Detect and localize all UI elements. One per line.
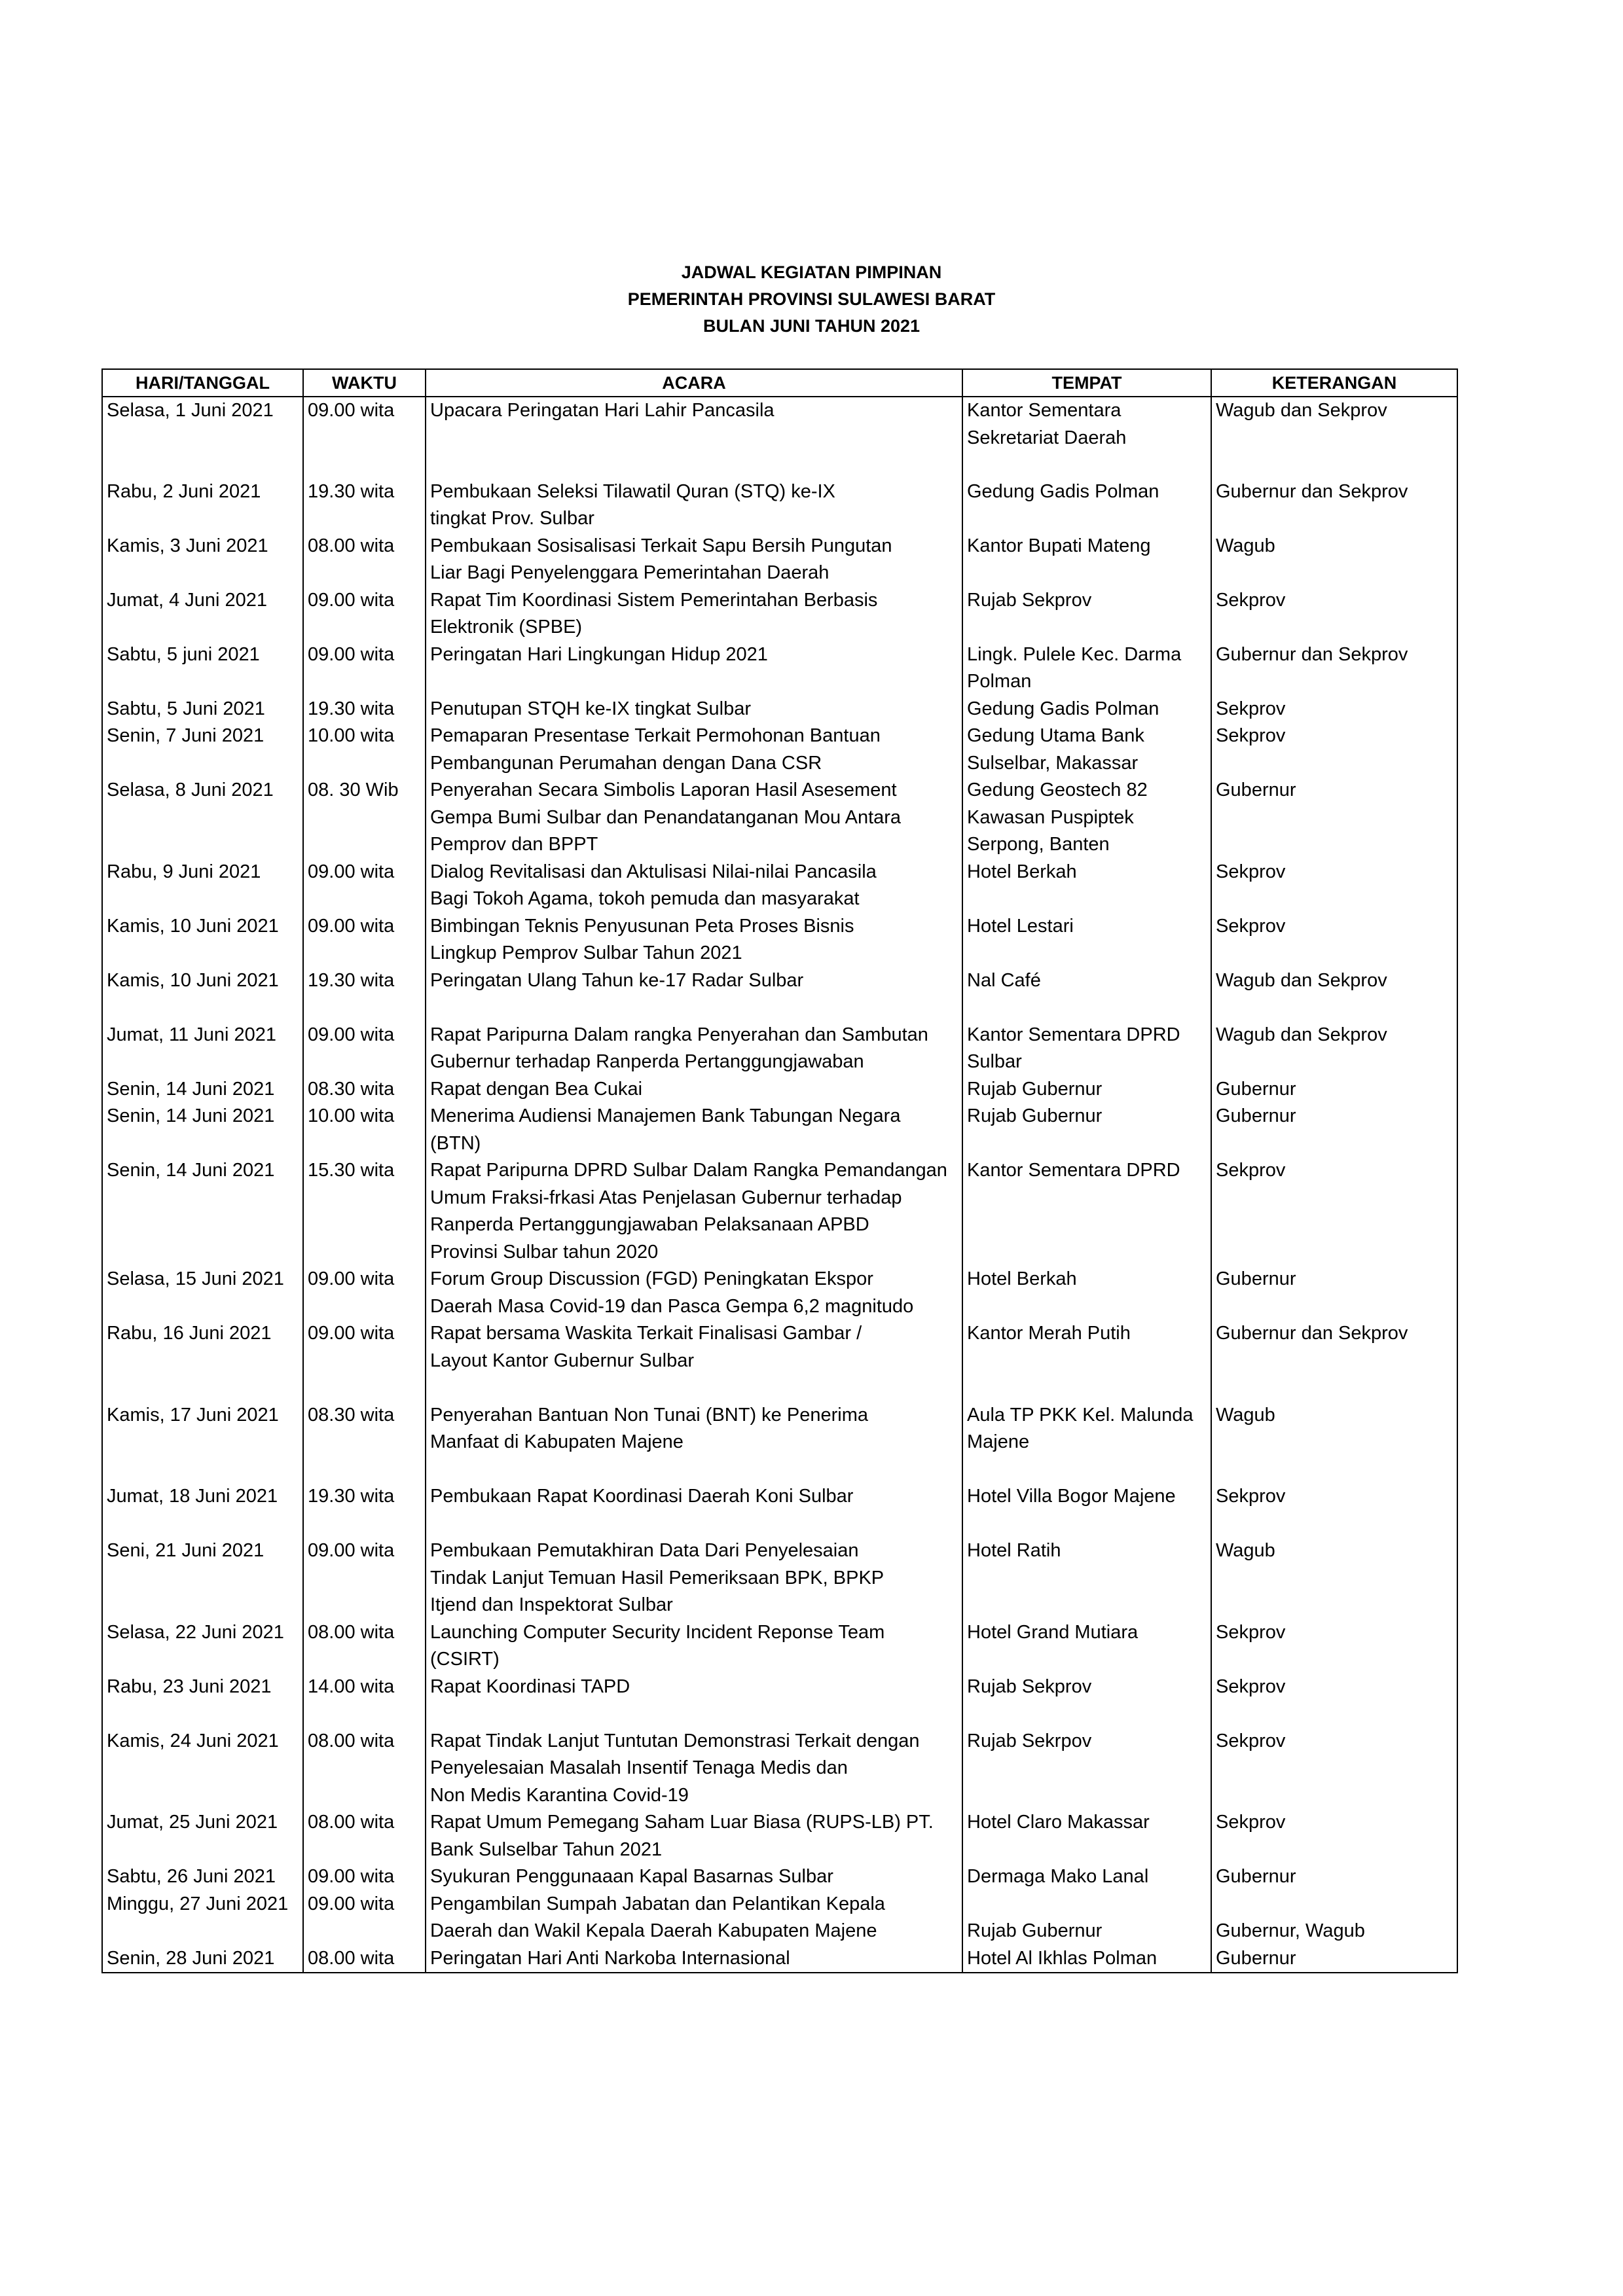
cell-event: Rapat bersama Waskita Terkait Finalisasi Gambar / Layout Kantor Gubernur Sulbar [426,1320,962,1402]
cell-date: Senin, 14 Juni 2021 [102,1157,303,1266]
cell-place: Dermaga Mako Lanal [962,1863,1211,1891]
table-row [102,859,1457,913]
cell-date: Sabtu, 5 juni 2021 [102,641,303,696]
cell-place: Rujab Sekprov [962,1674,1211,1728]
schedule-body [102,397,1457,1973]
cell-time: 08.30 wita [303,1402,426,1484]
cell-place: Gedung Geostech 82 Kawasan Puspiptek Serpong, Banten [962,777,1211,859]
cell-time: 09.00 wita [303,859,426,913]
cell-event: Upacara Peringatan Hari Lahir Pancasila [426,397,962,478]
cell-date: Kamis, 17 Juni 2021 [102,1402,303,1484]
cell-event: Rapat Umum Pemegang Saham Luar Biasa (RUPS-LB) PT. Bank Sulselbar Tahun 2021 [426,1809,962,1863]
cell-time: 19.30 wita [303,1483,426,1537]
cell-note: Wagub [1211,1537,1457,1619]
cell-note: Gubernur [1211,1266,1457,1320]
column-header-time: WAKTU [303,369,426,397]
cell-event: Pembukaan Pemutakhiran Data Dari Penyelesaian Tindak Lanjut Temuan Hasil Pemeriksaan BPK, BPKP Itjend dan Inspektorat Sulbar [426,1537,962,1619]
cell-date: Sabtu, 5 Juni 2021 [102,696,303,723]
cell-place: Hotel Claro Makassar [962,1809,1211,1863]
cell-place: Hotel Villa Bogor Majene [962,1483,1211,1537]
heading-line-3: BULAN JUNI TAHUN 2021 [702,316,921,336]
cell-date: Selasa, 22 Juni 2021 [102,1619,303,1674]
cell-time: 19.30 wita [303,696,426,723]
cell-note: Sekprov [1211,1619,1457,1674]
cell-place: Gedung Gadis Polman [962,478,1211,533]
cell-time: 15.30 wita [303,1157,426,1266]
table-row [102,1103,1457,1157]
cell-time: 08.00 wita [303,533,426,587]
cell-event: Peringatan Hari Lingkungan Hidup 2021 [426,641,962,696]
table-row [102,533,1457,587]
cell-place: Lingk. Pulele Kec. Darma Polman [962,641,1211,696]
cell-place: Hotel Berkah [962,1266,1211,1320]
table-row [102,1320,1457,1402]
cell-time: 09.00 wita [303,1891,426,1945]
table-row [102,1076,1457,1103]
table-row [102,1863,1457,1891]
cell-event: Forum Group Discussion (FGD) Peningkatan Ekspor Daerah Masa Covid-19 dan Pasca Gempa 6,2 magnitudo [426,1266,962,1320]
cell-event: Pembukaan Rapat Koordinasi Daerah Koni Sulbar [426,1483,962,1537]
cell-time: 10.00 wita [303,723,426,777]
cell-note: Sekprov [1211,1157,1457,1266]
table-row [102,1728,1457,1810]
cell-place: Hotel Grand Mutiara [962,1619,1211,1674]
cell-note: Sekprov [1211,859,1457,913]
cell-time: 19.30 wita [303,478,426,533]
cell-event: Syukuran Penggunaaan Kapal Basarnas Sulbar [426,1863,962,1891]
cell-place: Kantor Sementara Sekretariat Daerah [962,397,1211,478]
document-heading [0,259,1623,340]
table-row [102,1483,1457,1537]
table-row [102,913,1457,967]
cell-note: Gubernur, Wagub [1211,1891,1457,1945]
cell-date: Kamis, 10 Juni 2021 [102,967,303,1022]
cell-event: Menerima Audiensi Manajemen Bank Tabungan Negara (BTN) [426,1103,962,1157]
cell-time: 09.00 wita [303,1022,426,1076]
cell-date: Kamis, 10 Juni 2021 [102,913,303,967]
cell-event: Dialog Revitalisasi dan Aktulisasi Nilai-nilai Pancasila Bagi Tokoh Agama, tokoh pemuda dan masyarakat [426,859,962,913]
cell-time: 09.00 wita [303,587,426,641]
cell-place: Gedung Utama Bank Sulselbar, Makassar [962,723,1211,777]
cell-date: Rabu, 2 Juni 2021 [102,478,303,533]
cell-note: Wagub [1211,1402,1457,1484]
cell-note: Wagub dan Sekprov [1211,1022,1457,1076]
table-row [102,1809,1457,1863]
table-row [102,777,1457,859]
table-row [102,478,1457,533]
column-header-place: TEMPAT [962,369,1211,397]
table-header-row [102,369,1457,397]
cell-time: 08.00 wita [303,1809,426,1863]
cell-event: Rapat Paripurna DPRD Sulbar Dalam Rangka Pemandangan Umum Fraksi-frkasi Atas Penjelasan Gubernur terhadap Ranperda Pertanggungjawaban Pelaksanaan APBD Provinsi Sulbar tahun 2020 [426,1157,962,1266]
cell-time: 08.00 wita [303,1619,426,1674]
cell-time: 09.00 wita [303,1863,426,1891]
cell-note: Sekprov [1211,1809,1457,1863]
cell-note: Sekprov [1211,1483,1457,1537]
table-row [102,967,1457,1022]
schedule-table [101,368,1458,1973]
column-header-note: KETERANGAN [1211,369,1457,397]
cell-time: 09.00 wita [303,913,426,967]
table-row [102,587,1457,641]
table-row [102,1945,1457,1973]
cell-note: Gubernur [1211,1863,1457,1891]
cell-note: Gubernur [1211,1103,1457,1157]
cell-note: Sekprov [1211,1728,1457,1810]
cell-note: Sekprov [1211,587,1457,641]
cell-event: Rapat Tindak Lanjut Tuntutan Demonstrasi Terkait dengan Penyelesaian Masalah Insentif Tenaga Medis dan Non Medis Karantina Covid-19 [426,1728,962,1810]
cell-time: 10.00 wita [303,1103,426,1157]
cell-event: Pembukaan Sosisalisasi Terkait Sapu Bersih Pungutan Liar Bagi Penyelenggara Pemerintahan Daerah [426,533,962,587]
column-header-date: HARI/TANGGAL [102,369,303,397]
table-row [102,723,1457,777]
cell-event: Rapat Tim Koordinasi Sistem Pemerintahan Berbasis Elektronik (SPBE) [426,587,962,641]
cell-time: 08.00 wita [303,1728,426,1810]
cell-date: Jumat, 25 Juni 2021 [102,1809,303,1863]
cell-date: Senin, 14 Juni 2021 [102,1076,303,1103]
cell-time: 08.30 wita [303,1076,426,1103]
cell-note: Wagub dan Sekprov [1211,397,1457,478]
table-row [102,1157,1457,1266]
cell-place: Kantor Sementara DPRD [962,1157,1211,1266]
table-row [102,397,1457,478]
cell-event: Pengambilan Sumpah Jabatan dan Pelantikan Kepala Daerah dan Wakil Kepala Daerah Kabupaten Majene [426,1891,962,1945]
cell-note: Gubernur dan Sekprov [1211,478,1457,533]
cell-event: Pembukaan Seleksi Tilawatil Quran (STQ) ke-IX tingkat Prov. Sulbar [426,478,962,533]
cell-note: Gubernur [1211,1076,1457,1103]
cell-date: Selasa, 1 Juni 2021 [102,397,303,478]
cell-date: Kamis, 24 Juni 2021 [102,1728,303,1810]
cell-place: Rujab Gubernur [962,1103,1211,1157]
heading-line-1: JADWAL KEGIATAN PIMPINAN [681,262,942,282]
cell-date: Senin, 7 Juni 2021 [102,723,303,777]
cell-place: Rujab Gubernur [962,1076,1211,1103]
cell-note: Sekprov [1211,696,1457,723]
cell-time: 08.00 wita [303,1945,426,1973]
cell-date: Kamis, 3 Juni 2021 [102,533,303,587]
cell-event: Penyerahan Secara Simbolis Laporan Hasil Asesement Gempa Bumi Sulbar dan Penandatanganan Mou Antara Pemprov dan BPPT [426,777,962,859]
cell-place: Kantor Bupati Mateng [962,533,1211,587]
cell-date: Rabu, 16 Juni 2021 [102,1320,303,1402]
cell-time: 09.00 wita [303,397,426,478]
cell-date: Selasa, 8 Juni 2021 [102,777,303,859]
cell-note: Wagub [1211,533,1457,587]
cell-place: Nal Café [962,967,1211,1022]
column-header-event: ACARA [426,369,962,397]
cell-note: Sekprov [1211,723,1457,777]
cell-event: Launching Computer Security Incident Reponse Team (CSIRT) [426,1619,962,1674]
cell-date: Jumat, 4 Juni 2021 [102,587,303,641]
cell-event: Rapat Koordinasi TAPD [426,1674,962,1728]
cell-place: Gedung Gadis Polman [962,696,1211,723]
cell-place: Rujab Gubernur [962,1891,1211,1945]
cell-note: Gubernur [1211,1945,1457,1973]
cell-date: Senin, 28 Juni 2021 [102,1945,303,1973]
cell-place: Rujab Sekrpov [962,1728,1211,1810]
cell-note: Sekprov [1211,913,1457,967]
cell-place: Hotel Al Ikhlas Polman [962,1945,1211,1973]
cell-time: 09.00 wita [303,1266,426,1320]
cell-event: Rapat dengan Bea Cukai [426,1076,962,1103]
cell-time: 09.00 wita [303,1537,426,1619]
cell-date: Rabu, 9 Juni 2021 [102,859,303,913]
cell-time: 09.00 wita [303,641,426,696]
cell-note: Gubernur [1211,777,1457,859]
cell-place: Hotel Berkah [962,859,1211,913]
cell-time: 08. 30 Wib [303,777,426,859]
table-row [102,1402,1457,1484]
cell-event: Peringatan Hari Anti Narkoba Internasional [426,1945,962,1973]
cell-place: Kantor Sementara DPRD Sulbar [962,1022,1211,1076]
cell-time: 14.00 wita [303,1674,426,1728]
cell-date: Minggu, 27 Juni 2021 [102,1891,303,1945]
cell-date: Sabtu, 26 Juni 2021 [102,1863,303,1891]
cell-date: Rabu, 23 Juni 2021 [102,1674,303,1728]
cell-place: Hotel Lestari [962,913,1211,967]
table-row [102,1619,1457,1674]
cell-date: Jumat, 11 Juni 2021 [102,1022,303,1076]
cell-event: Penyerahan Bantuan Non Tunai (BNT) ke Penerima Manfaat di Kabupaten Majene [426,1402,962,1484]
table-row [102,696,1457,723]
cell-date: Jumat, 18 Juni 2021 [102,1483,303,1537]
table-row [102,1266,1457,1320]
cell-time: 09.00 wita [303,1320,426,1402]
cell-note: Gubernur dan Sekprov [1211,1320,1457,1402]
cell-event: Bimbingan Teknis Penyusunan Peta Proses Bisnis Lingkup Pemprov Sulbar Tahun 2021 [426,913,962,967]
cell-date: Senin, 14 Juni 2021 [102,1103,303,1157]
cell-note: Gubernur dan Sekprov [1211,641,1457,696]
cell-note: Sekprov [1211,1674,1457,1728]
heading-line-2: PEMERINTAH PROVINSI SULAWESI BARAT [627,289,996,309]
cell-note: Wagub dan Sekprov [1211,967,1457,1022]
cell-event: Penutupan STQH ke-IX tingkat Sulbar [426,696,962,723]
table-row [102,1022,1457,1076]
cell-place: Kantor Merah Putih [962,1320,1211,1402]
cell-date: Selasa, 15 Juni 2021 [102,1266,303,1320]
table-row [102,1537,1457,1619]
cell-event: Rapat Paripurna Dalam rangka Penyerahan dan Sambutan Gubernur terhadap Ranperda Pertanggungjawaban [426,1022,962,1076]
table-row [102,1891,1457,1945]
cell-time: 19.30 wita [303,967,426,1022]
cell-event: Peringatan Ulang Tahun ke-17 Radar Sulbar [426,967,962,1022]
table-row [102,641,1457,696]
cell-place: Aula TP PKK Kel. Malunda Majene [962,1402,1211,1484]
cell-date: Seni, 21 Juni 2021 [102,1537,303,1619]
cell-place: Hotel Ratih [962,1537,1211,1619]
cell-event: Pemaparan Presentase Terkait Permohonan Bantuan Pembangunan Perumahan dengan Dana CSR [426,723,962,777]
cell-place: Rujab Sekprov [962,587,1211,641]
table-row [102,1674,1457,1728]
